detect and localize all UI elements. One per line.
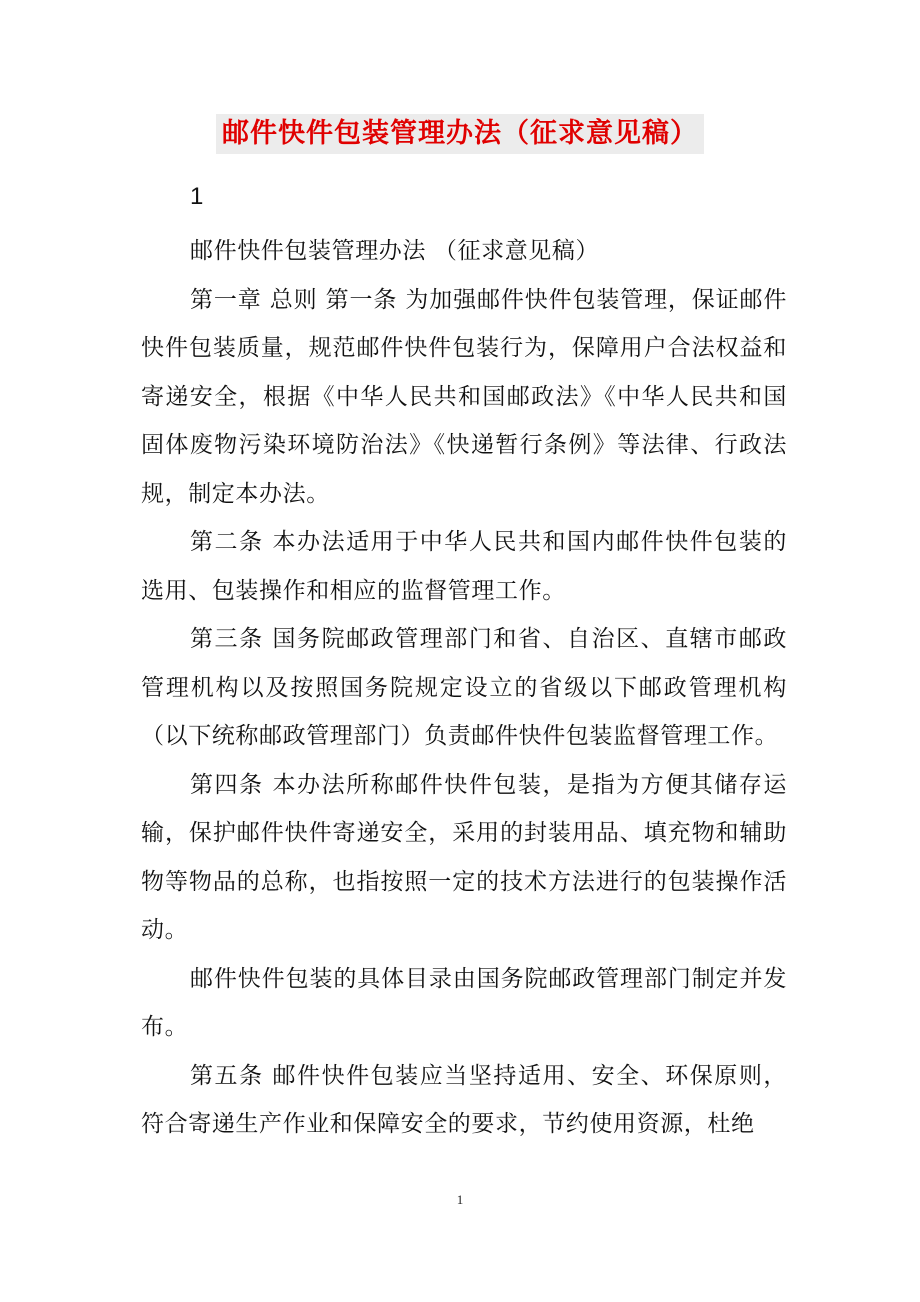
paragraph-article-5: 第五条 邮件快件包装应当坚持适用、安全、环保原则，符合寄递生产作业和保障安全的要求，节约使用资源，杜绝 [141,1062,787,1137]
paragraph-subtitle: 邮件快件包装管理办法 （征求意见稿） [190,238,600,264]
document-title: 邮件快件包装管理办法（征求意见稿） [216,114,704,154]
paragraph-article-3: 第三条 国务院邮政管理部门和省、自治区、直辖市邮政管理机构以及按照国务院规定设立的省级以下邮政管理机构（以下统称邮政管理部门）负责邮件快件包装监督管理工作。 [141,626,787,749]
paragraph-article-4: 第四条 本办法所称邮件快件包装，是指为方便其储存运输，保护邮件快件寄递安全，采用的封装用品、填充物和辅助物等物品的总称，也指按照一定的技术方法进行的包装操作活动。 [141,771,787,943]
page-number: 1 [456,1192,464,1207]
title-container [0,114,920,154]
paragraph-article-2: 第二条 本办法适用于中华人民共和国内邮件快件包装的选用、包装操作和相应的监督管理工作。 [141,529,787,604]
section-number: 1 [190,183,204,210]
paragraph-article-4-note: 邮件快件包装的具体目录由国务院邮政管理部门制定并发布。 [141,965,787,1040]
paragraph-article-1: 第一章 总则 第一条 为加强邮件快件包装管理，保证邮件快件包装质量，规范邮件快件包装行为，保障用户合法权益和寄递安全，根据《中华人民共和国邮政法》《中华人民共和国固体废物污染环境防治法》《快递暂行条例》等法律、行政法规，制定本办法。 [141,286,787,507]
document-body [141,227,787,1149]
